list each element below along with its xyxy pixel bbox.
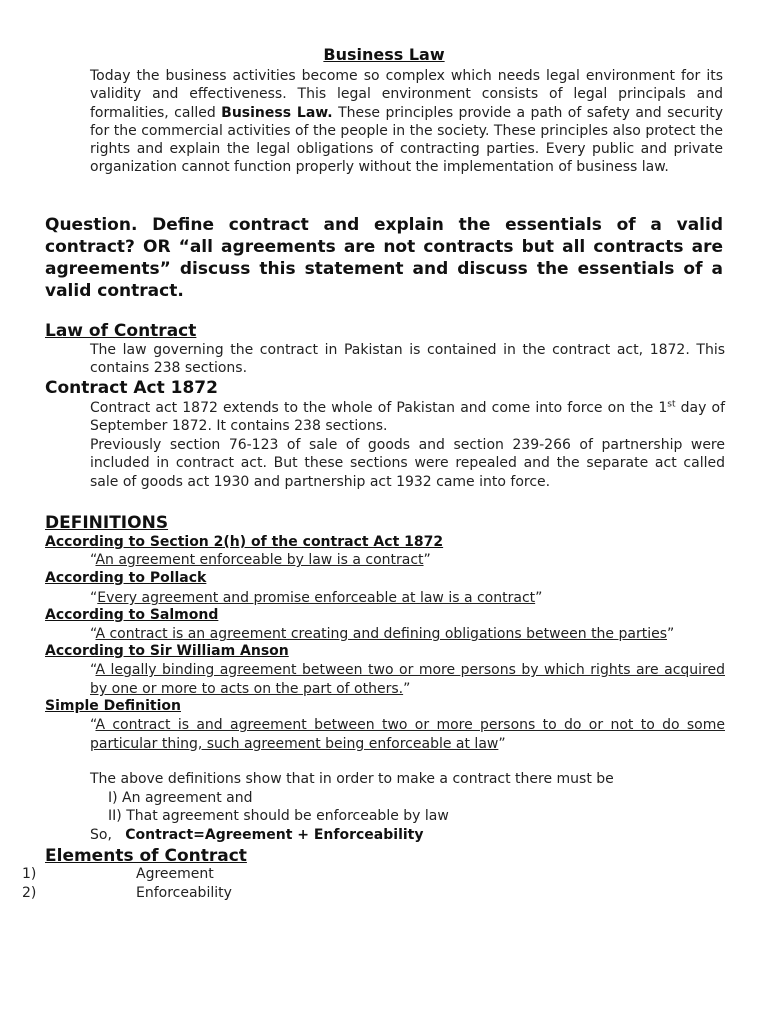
summary-point-2: [108, 808, 449, 824]
definition-quote-5: “A contract is and agreement between two or more persons to do or not to do some particular thing, such agreement being enforceable at law”: [90, 717, 725, 752]
contract-formula: Contract=Agreement + Enforceability: [125, 827, 424, 843]
intro-paragraph: [90, 67, 723, 177]
definitions-heading: DEFINITIONS: [45, 513, 169, 533]
elements-heading: Elements of Contract: [45, 846, 247, 866]
definition-quote-4: “A legally binding agreement between two or more persons by which rights are acquired by one or more to acts on the part of others.”: [90, 662, 725, 697]
element-number-1: 1): [22, 866, 37, 882]
page-title: Business Law: [323, 45, 445, 64]
definition-source-1: According to Section 2(h) of the contract Act 1872: [45, 534, 444, 550]
ordinal-suffix: st: [667, 399, 676, 410]
definition-quote-3: “A contract is an agreement creating and defining obligations between the parties”: [90, 626, 675, 642]
definition-source-4: According to Sir William Anson: [45, 643, 289, 659]
contract-act-heading: Contract Act 1872: [45, 378, 218, 398]
element-item-1: Agreement: [136, 866, 214, 882]
summary-point-2-num: II): [108, 808, 122, 824]
summary-intro: The above definitions show that in order to make a contract there must be: [90, 771, 614, 787]
contract-act-text-1a: Contract act 1872 extends to the whole of Pakistan and come into force on the 1: [90, 400, 668, 416]
definition-source-5: Simple Definition: [45, 698, 181, 714]
contract-act-paragraph-1: [90, 399, 725, 436]
contract-act-text-1b: day of September 1872. It contains 238 sections.: [90, 400, 726, 435]
summary-point-1: [108, 790, 253, 806]
law-of-contract-text: The law governing the contract in Pakistan is contained in the contract act, 1872. This contains 238 sections.: [90, 342, 725, 377]
definition-quote-1: “An agreement enforceable by law is a contract”: [90, 552, 431, 568]
so-label: So,: [90, 827, 112, 843]
definition-quote-2: “Every agreement and promise enforceable at law is a contract”: [90, 590, 543, 606]
definition-source-3: According to Salmond: [45, 607, 219, 623]
law-of-contract-heading: Law of Contract: [45, 321, 197, 341]
intro-text-1: Today the business activities become so complex which needs legal environment for its validity and effectiveness. This legal environment consists of legal principals and formalities, called: [90, 68, 723, 121]
question-heading: Question. Define contract and explain the essentials of a valid contract? OR “all agreements are not contracts but all contracts are agreements” discuss this statement and discuss the essentials of a valid contract.: [45, 215, 723, 301]
business-law-term: Business Law.: [221, 104, 333, 121]
summary-point-2-text: That agreement should be enforceable by law: [126, 808, 449, 824]
intro-text-2: These principles provide a path of safety and security for the commercial activities of the people in the society. These principles also protect the rights and explain the legal obligations of contracting parties. Every public and private organization cannot function properly without the implementation of business law.: [90, 104, 724, 176]
definition-source-2: According to Pollack: [45, 570, 207, 586]
summary-formula-line: [90, 827, 423, 843]
element-item-2: Enforceability: [136, 885, 232, 901]
contract-act-paragraph-2: Previously section 76-123 of sale of goods and section 239-266 of partnership were included in contract act. But these sections were repealed and the separate act called sale of goods act 1930 and partnership act 1932 came into force.: [90, 437, 725, 490]
element-number-2: 2): [22, 885, 37, 901]
summary-point-1-text: An agreement and: [122, 790, 253, 806]
summary-point-1-num: I): [108, 790, 118, 806]
